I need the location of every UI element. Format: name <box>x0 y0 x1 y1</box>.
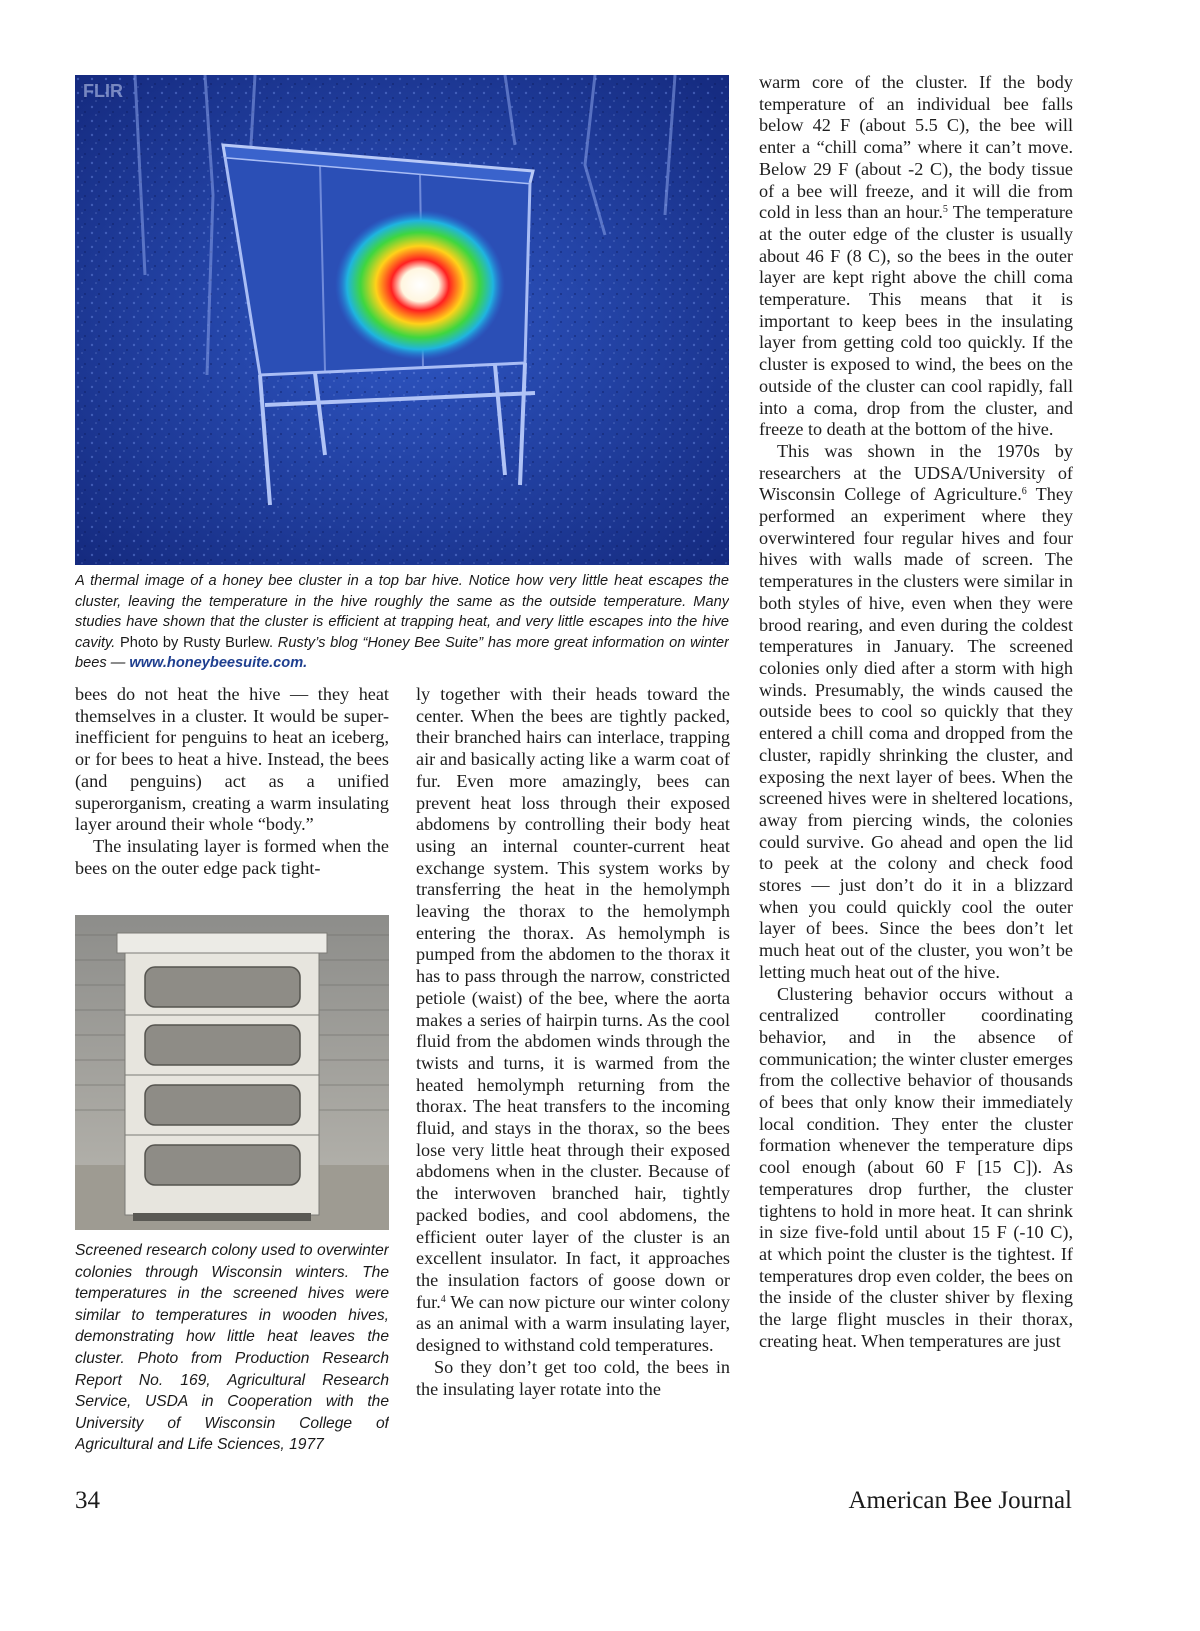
paragraph-text: The temperature at the outer edge of the cluster is usually about 46 F (8 C), so the bees in the outer layer are kept right above the chill coma temperature. This means that it is important to keep bees in the insulating layer from getting cold too quickly. If the cluster is exposed to wind, the bees on the outside of the cluster can cool rapidly, fall into a coma, drop from the cluster, and freeze to death at the bottom of the hive. <box>759 202 1073 440</box>
paragraph <box>759 72 1073 441</box>
footnote-ref: 4 <box>440 1293 446 1305</box>
paragraph: Clustering behavior occurs without a centralized controller coordinating behavior, and in the absence of communication; the winter cluster emerges from the collective behavior of thousands of bees that only know their immediately local condition. They enter the cluster formation whenever the temperature dips cool enough (about 60 F [15 C]). As temperatures drop further, the cluster tightens to hold in more heat. It can shrink in size five-fold until about 15 F (-10 C), at which point the cluster is the tightest. If temperatures drop even colder, the bees on the inside of the cluster shiver by flexing the large flight muscles in their thorax, creating heat. When temperatures are just <box>759 983 1073 1351</box>
flir-watermark: FLIR <box>83 81 123 101</box>
publication-name: American Bee Journal <box>848 1487 1072 1514</box>
screened-colony-graphic <box>75 915 389 1230</box>
footnote-ref: 6 <box>1021 486 1027 498</box>
paragraph-text: They performed an experiment where they overwintered four regular hives and four hives with walls made of screen. The temperatures in the clusters were similar in both styles of hive, even when they were brood rearing, and even during the coldest temperatures in January. The screened colonies only died after a storm with high winds. Presumably, the winds caused the outside bees to cool so quickly that they entered a chill coma and dropped from the cluster, rapidly shrinking the cluster, and exposing the next layer of bees. When the screened hives were in sheltered locations, away from piercing winds, the colonies could survive. Go ahead and open the lid to peek at the colony and check food stores — just don’t do it in a blizzard when you could quickly cool the outer layer of bees. Since the bees don’t let much heat out of the cluster, you won’t be letting much heat out of the hive. <box>759 484 1073 982</box>
paragraph: The insulating layer is formed when the bees on the outer edge pack tight- <box>75 835 389 878</box>
paragraph-text: This was shown in the 1970s by researchers at the UDSA/University of Wisconsin College of Agriculture. <box>759 440 1073 505</box>
column-2-text <box>416 684 730 1464</box>
paragraph: So they don’t get too cold, the bees in the insulating layer rotate into the <box>416 1356 730 1399</box>
paragraph <box>416 684 730 1357</box>
paragraph: bees do not heat the hive — they heat themselves in a cluster. It would be super-inefficient for penguins to heat an iceberg, or for bees to heat a hive. Instead, the bees (and penguins) act as a unified superorganism, creating a warm insulating layer around their whole “body.” <box>75 684 389 835</box>
paragraph-text: ly together with their heads toward the center. When the bees are tightly packed, their branched hairs can interlace, trapping air and basically acting like a warm coat of fur. Even more amazingly, bees can prevent heat loss through their exposed abdomens by controlling their body heat using an internal counter-current heat exchange system. This system works by transferring the heat in the hemolymph leaving the thorax to the hemolymph entering the thorax. As hemolymph is pumped from the abdomen to the thorax it has to pass through the narrow, constricted petiole (waist) of the bee, where the aorta makes a series of hairpin turns. As the cool fluid from the abdomen winds through the twists and turns, it is warmed from the heated hemolymph returning from the thorax. The heat transfers to the incoming fluid, and stays in the thorax, so the bees lose very little heat through their exposed abdomens when in the cluster. Because of the interwoven branched hair, tightly packed bodies, and cool abdomens, the efficient outer layer of the cluster is an excellent insulator. In fact, it approaches the insulation factors of goose down or fur. <box>416 684 730 1312</box>
caption-description: A thermal image of a honey bee cluster in a top bar hive. Notice how very little heat escapes the cluster, leaving the temperature in the hive roughly the same as the outside temperature. Many studies have shown that the cluster is efficient at trapping heat, and very little escapes into the hive cavity. <box>75 573 729 651</box>
page-number: 34 <box>75 1487 100 1514</box>
paragraph <box>759 441 1073 984</box>
caption-text: Screened research colony used to overwinter colonies through Wisconsin winters. The temperatures in the screened hives were similar to temperatures in wooden hives, demonstrating how little heat leaves the cluster. Photo from Production Research Report No. 169, Agricultural Research Service, USDA in Cooperation with the University of Wisconsin College of Agricultural and Life Sciences, 1977 <box>75 1242 389 1454</box>
caption-blog-note: Rusty’s blog “Honey Bee Suite” has more great information on winter bees — <box>75 634 729 672</box>
honeybeesuite-link[interactable]: www.honeybeesuite.com. <box>129 655 308 672</box>
paragraph-text: warm core of the cluster. If the body temperature of an individual bee falls below 42 F (about 5.5 C), the bee will enter a “chill coma” where it can’t move. Below 29 F (about -2 C), the body tissue of a bee will freeze, and it will die from cold in less than an hour. <box>759 72 1073 223</box>
caption-photo-credit: Photo by Rusty Burlew. <box>120 634 274 651</box>
screened-colony-caption <box>75 1240 389 1456</box>
screened-colony-photo <box>75 915 389 1230</box>
thermal-image <box>75 75 729 565</box>
thermal-image-caption <box>75 571 729 674</box>
thermal-image-graphic <box>75 75 729 565</box>
column-1-text <box>75 684 389 894</box>
footnote-ref: 5 <box>942 204 948 216</box>
column-3-text <box>759 72 1073 1464</box>
paragraph-text: We can now picture our winter colony as an animal with a warm insulating layer, designed to withstand cold temperatures. <box>416 1291 730 1356</box>
